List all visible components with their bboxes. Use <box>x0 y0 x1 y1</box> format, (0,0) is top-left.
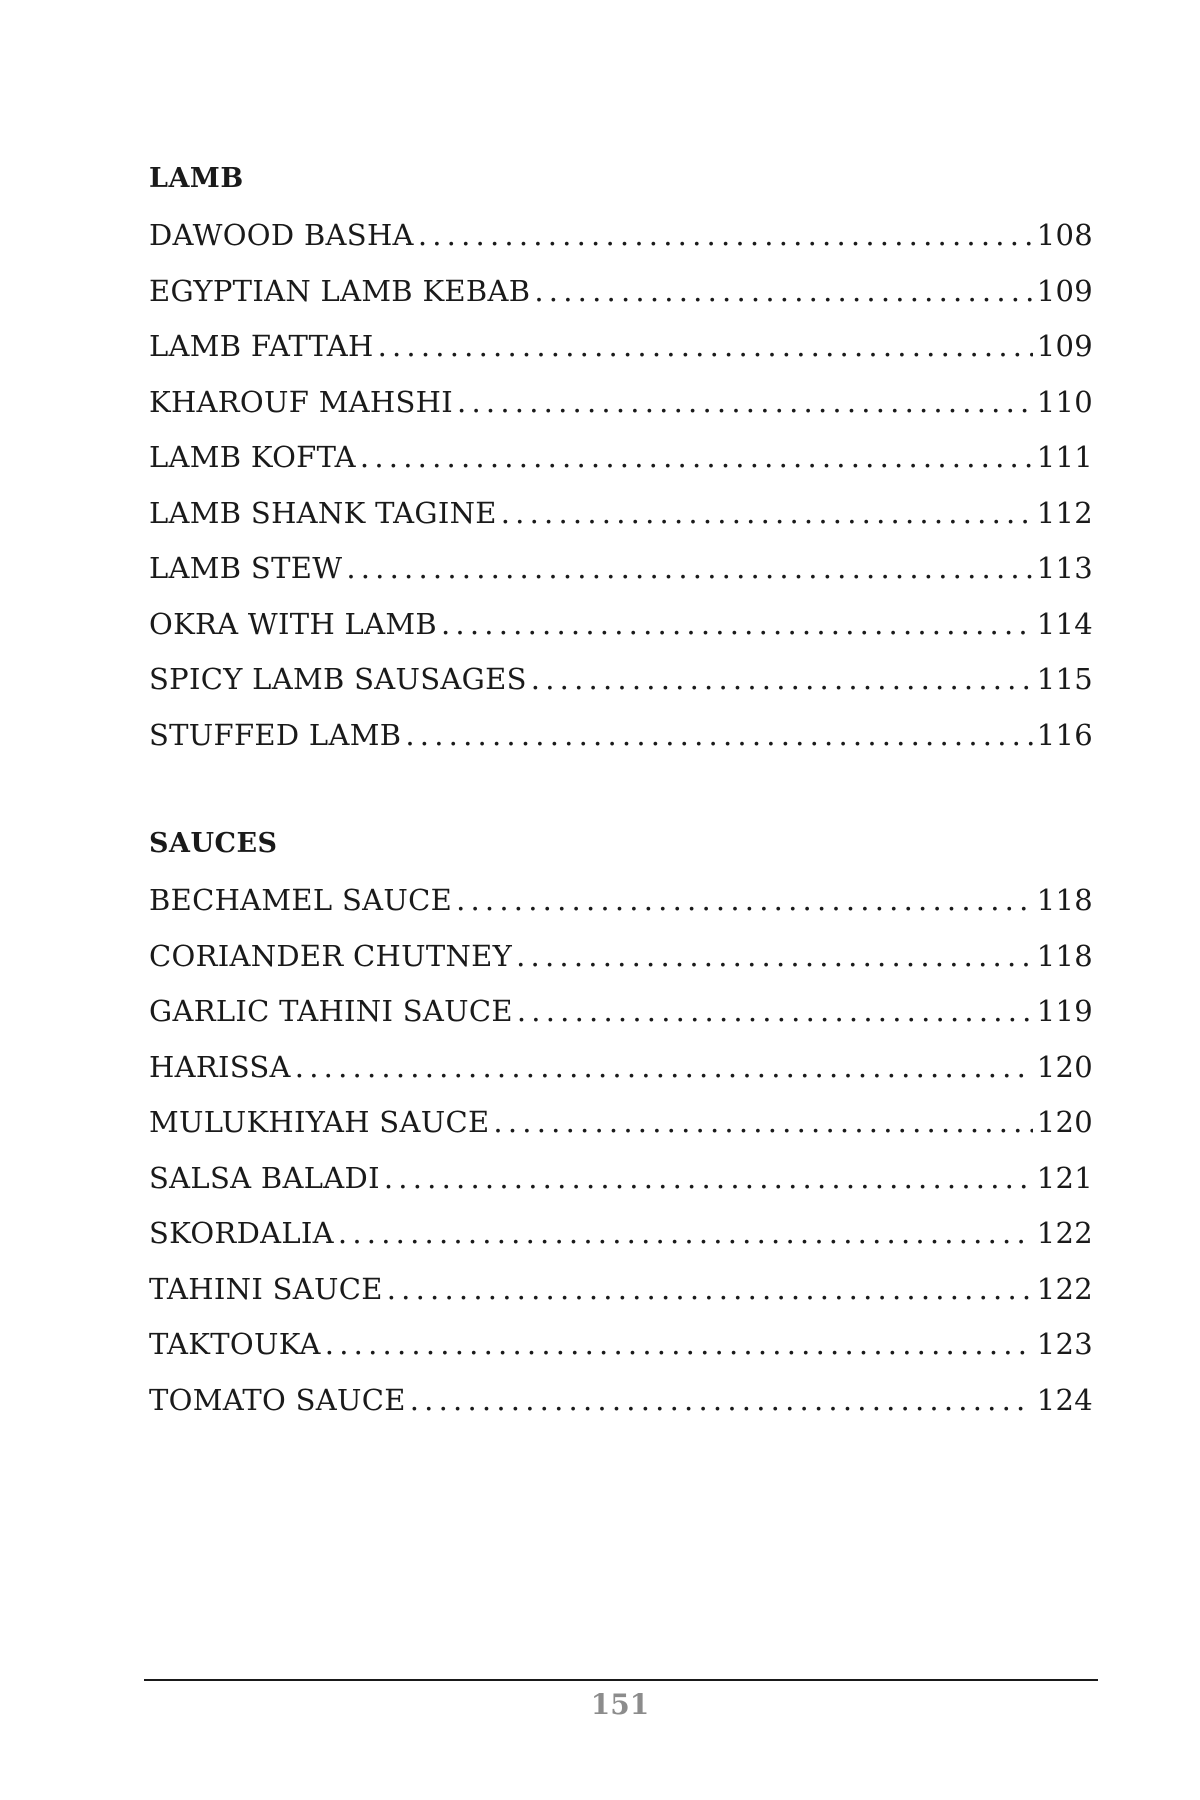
toc-entry[interactable] <box>149 549 1093 605</box>
toc-entry[interactable] <box>149 1214 1093 1270</box>
toc-entry-title: SALSA BALADI <box>149 1160 380 1195</box>
toc-entry-title: HARISSA <box>149 1049 291 1084</box>
toc-entry[interactable] <box>149 605 1093 661</box>
toc-entry-title: KHAROUF MAHSHI <box>149 384 454 419</box>
toc-entry-page: 120 <box>1036 1049 1093 1084</box>
dot-leader <box>517 992 1033 1030</box>
toc-entry[interactable] <box>149 1103 1093 1159</box>
toc-entry-page: 116 <box>1036 717 1093 752</box>
toc-entry[interactable] <box>149 660 1093 716</box>
dot-leader <box>360 438 1033 476</box>
dot-leader <box>410 1381 1033 1419</box>
toc-entry[interactable] <box>149 1159 1093 1215</box>
toc-entry[interactable] <box>149 1270 1093 1326</box>
dot-leader <box>387 1270 1033 1308</box>
dot-leader <box>418 216 1033 254</box>
toc-entry[interactable] <box>149 881 1093 937</box>
toc-entry-title: BECHAMEL SAUCE <box>149 883 453 917</box>
toc-entry-page: 110 <box>1036 384 1093 419</box>
toc-entry-title: EGYPTIAN LAMB KEBAB <box>149 273 531 308</box>
toc-entry-page: 118 <box>1036 883 1093 917</box>
toc-entry-title: MULUKHIYAH SAUCE <box>149 1105 490 1139</box>
toc-entry[interactable] <box>149 1048 1093 1104</box>
toc-entry-page: 114 <box>1036 606 1093 641</box>
toc-entry-page: 119 <box>1036 994 1093 1028</box>
page-number: 151 <box>590 1688 650 1721</box>
dot-leader <box>457 383 1033 421</box>
toc-entry-page: 124 <box>1036 1382 1093 1417</box>
toc-entry-title: DAWOOD BASHA <box>149 218 414 252</box>
toc-entry-page: 123 <box>1036 1327 1093 1361</box>
toc-entry[interactable] <box>149 992 1093 1048</box>
toc-entry[interactable] <box>149 937 1093 993</box>
toc-entry-page: 121 <box>1036 1160 1093 1195</box>
toc-entry-page: 118 <box>1036 938 1093 973</box>
dot-leader <box>531 660 1033 698</box>
dot-leader <box>493 1103 1032 1141</box>
dot-leader <box>295 1048 1033 1086</box>
toc-entry-title: LAMB STEW <box>149 551 343 585</box>
toc-entry-title: SKORDALIA <box>149 1216 334 1250</box>
section-heading: LAMB <box>149 163 244 194</box>
toc-entry-title: OKRA WITH LAMB <box>149 606 437 641</box>
toc-entry-title: TAHINI SAUCE <box>149 1271 383 1306</box>
toc-entry-title: LAMB FATTAH <box>149 329 374 363</box>
toc-entry-list <box>149 881 1093 1436</box>
dot-leader <box>378 327 1033 365</box>
toc-entry-page: 122 <box>1036 1271 1093 1306</box>
toc-section-sauces <box>149 825 1093 1436</box>
toc-entry[interactable] <box>149 216 1093 272</box>
dot-leader <box>405 716 1032 754</box>
toc-entry-page: 113 <box>1036 551 1093 585</box>
dot-leader <box>325 1325 1033 1363</box>
toc-entry[interactable] <box>149 1325 1093 1381</box>
dot-leader <box>346 549 1032 587</box>
footer-divider <box>144 1679 1098 1681</box>
toc-entry[interactable] <box>149 272 1093 328</box>
toc-entry[interactable] <box>149 383 1093 439</box>
toc-entry-page: 115 <box>1036 662 1093 696</box>
toc-entry[interactable] <box>149 494 1093 550</box>
section-heading: SAUCES <box>149 828 278 859</box>
dot-leader <box>534 272 1032 310</box>
toc-entry-list <box>149 216 1093 771</box>
toc-entry[interactable] <box>149 1381 1093 1437</box>
toc-entry-title: TAKTOUKA <box>149 1327 321 1361</box>
toc-section-lamb <box>149 160 1093 771</box>
toc-entry-title: LAMB KOFTA <box>149 440 356 474</box>
dot-leader <box>516 937 1033 975</box>
dot-leader <box>338 1214 1033 1252</box>
toc-entry-title: TOMATO SAUCE <box>149 1382 406 1417</box>
table-of-contents <box>149 160 1093 1436</box>
toc-entry-title: STUFFED LAMB <box>149 717 402 752</box>
toc-entry-page: 109 <box>1036 273 1093 308</box>
toc-entry[interactable] <box>149 438 1093 494</box>
toc-entry-title: SPICY LAMB SAUSAGES <box>149 662 527 696</box>
toc-entry-title: LAMB SHANK TAGINE <box>149 495 497 530</box>
toc-entry-page: 108 <box>1036 218 1093 252</box>
dot-leader <box>384 1159 1033 1197</box>
toc-entry-page: 122 <box>1036 1216 1093 1250</box>
dot-leader <box>501 494 1033 532</box>
toc-entry[interactable] <box>149 327 1093 383</box>
dot-leader <box>456 881 1033 919</box>
toc-entry[interactable] <box>149 716 1093 772</box>
toc-entry-page: 109 <box>1036 329 1093 363</box>
dot-leader <box>441 605 1033 643</box>
toc-entry-title: CORIANDER CHUTNEY <box>149 938 513 973</box>
toc-entry-page: 111 <box>1036 440 1093 474</box>
toc-entry-title: GARLIC TAHINI SAUCE <box>149 994 513 1028</box>
toc-entry-page: 112 <box>1036 495 1093 530</box>
toc-entry-page: 120 <box>1036 1105 1093 1139</box>
